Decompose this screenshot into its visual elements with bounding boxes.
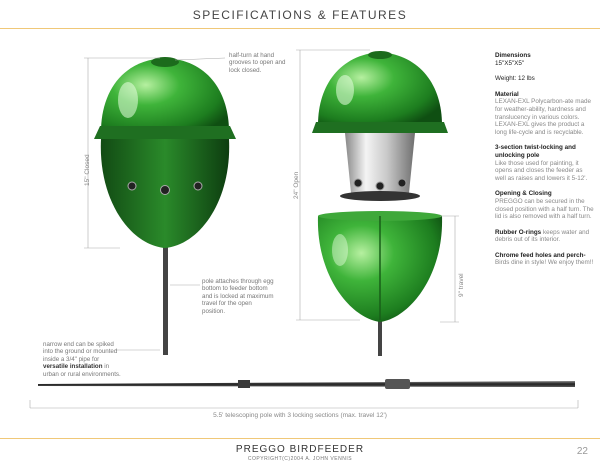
callout-pole-attach: pole attaches through egg bottom to feeder bottom and is locked at maximum travel for the open position. xyxy=(202,278,274,315)
closed-pole xyxy=(163,243,168,355)
spec-pole-label: 3-section twist-locking and unlocking pole xyxy=(495,144,576,159)
dim-pole: 5.5' telescoping pole with 3 locking sections (max. travel 12') xyxy=(213,412,387,419)
spec-weight: Weight: 12 lbs xyxy=(495,75,535,83)
footer-copyright: COPYRIGHT(C)2004 A. JOHN VENNIS xyxy=(247,456,353,462)
callout-installation: narrow end can be spiked into the ground or mounted inside a 3/4" pipe for versatile installation in urban or rural environments. xyxy=(43,341,121,378)
spec-material-label: Material xyxy=(495,90,519,98)
dim-open: 24" Open xyxy=(293,171,300,199)
spec-pole-text: Like those used for painting, it opens and closes the feeder as well as raises and lowers it 5-12'. xyxy=(495,159,588,182)
dim-travel: 9" travel xyxy=(458,273,465,297)
telescoping-pole xyxy=(38,379,575,389)
feeder-open xyxy=(312,51,448,356)
callout-twist: half-turn at hand grooves to open and lock closed. xyxy=(229,52,286,74)
dim-closed: 15" Closed xyxy=(84,154,91,186)
page-number: 22 xyxy=(576,446,588,457)
spec-dimensions-value: 15"X5"X5" xyxy=(495,59,525,67)
spec-dimensions-label: Dimensions xyxy=(495,52,531,59)
spec-material-text: LEXAN-EXL Polycarbon-ate made for weather-ability, hardness and translucency in various colors. LEXAN-EXL gives the product a long life-cycle and is recyclable. xyxy=(495,98,592,136)
spec-oring: Rubber O-rings keeps water and debris out of its interior. xyxy=(495,228,590,244)
spec-panel xyxy=(495,52,595,267)
spec-chrome: Chrome feed holes and perch-Birds dine in style! We enjoy them!! xyxy=(495,251,594,267)
open-pole xyxy=(378,318,382,356)
footer-title: PREGGO BIRDFEEDER xyxy=(235,444,365,455)
spec-opening-label: Opening & Closing xyxy=(495,190,552,198)
spec-opening-text: PREGGO can be secured in the closed position with a half turn. The lid is also removed with a half turn. xyxy=(495,197,594,221)
page-title: SPECIFICATIONS & FEATURES xyxy=(192,8,408,22)
